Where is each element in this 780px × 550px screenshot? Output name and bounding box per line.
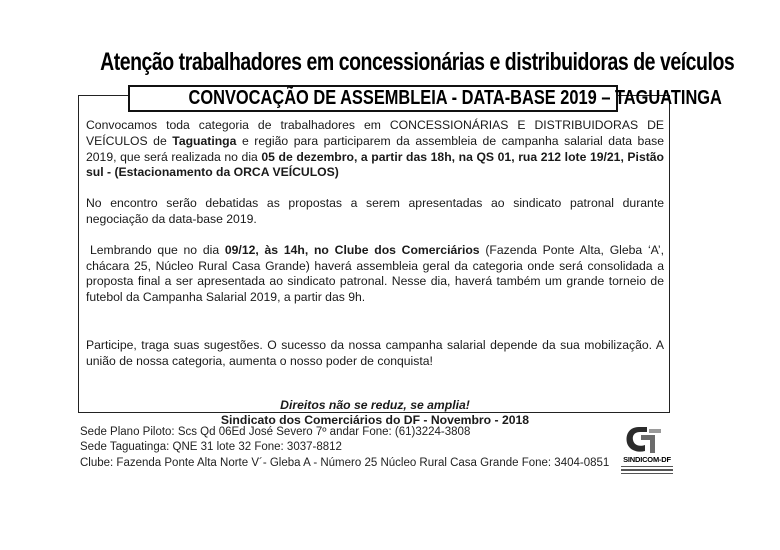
sindicom-logo	[617, 423, 677, 485]
footer-addresses	[80, 425, 620, 471]
logo-text: SINDICOM-DF	[623, 455, 671, 464]
sindicom-logo-icon	[617, 423, 677, 457]
paragraph1-text-b: e região para participarem da assembleia de campanha salarial data base 2019, que será realizada no dia	[86, 133, 664, 164]
paragraph3-text-a: Lembrando que no dia	[90, 242, 225, 257]
paragraph1-date-location: 05 de dezembro, a partir das 18h, na QS 01, rua 212 lote 19/21, Pistão sul - (Estacionamento da ORCA VEÍCULOS)	[86, 149, 665, 180]
paragraph-participate: Participe, traga suas sugestões. O sucesso da nossa campanha salarial depende da sua mobilização. A união de nossa categoria, aumenta o nosso poder de conquista!	[86, 337, 664, 368]
footer-line-taguatinga: Sede Taguatinga: QNE 31 lote 32 Fone: 3037-8812	[80, 441, 342, 454]
paragraph-general-assembly	[86, 243, 664, 306]
footer-line-clube: Clube: Fazenda Ponte Alta Norte V´- Gleba A - Número 25 Núcleo Rural Casa Grande Fone: 3404-0851	[80, 456, 610, 469]
footer-line-plano-piloto: Sede Plano Piloto: Scs Qd 06Ed José Severo 7º andar Fone: (61)3224-3808	[80, 426, 471, 438]
logo-fine-print	[621, 466, 673, 476]
convocation-content	[86, 118, 664, 429]
paragraph3-date-location: 09/12, às 14h, no Clube dos Comerciários	[224, 242, 480, 257]
box-title	[128, 85, 722, 112]
closing-signature: Sindicato dos Comerciários do DF - Novembro - 2018	[220, 413, 530, 428]
paragraph-debate: No encontro serão debatidas as propostas a serem apresentadas ao sindicato patronal durante negociação da data-base 2019.	[86, 196, 664, 226]
paragraph3-text-b: (Fazenda Ponte Alta, Gleba ‘A’, chácara 25, Núcleo Rural Casa Grande) haverá assembleia geral da categoria onde será consolidada a proposta final a ser apresentada ao sindicato patronal. Nesse dia, haverá também um grande torneio de futebol da Campanha Salarial 2019, a partir das 9h.	[86, 242, 665, 305]
headline: Atenção trabalhadores em concessionárias e distribuidoras de veículos	[100, 48, 735, 76]
closing-motto: Direitos não se reduz, se amplia!	[280, 397, 470, 412]
paragraph1-city: Taguatinga	[172, 133, 237, 148]
paragraph1-text-a: Convocamos toda categoria de trabalhadores em CONCESSIONÁRIAS E DISTRIBUIDORAS DE VEÍCULOS de	[86, 118, 664, 148]
paragraph-convocation	[86, 118, 664, 181]
box-title-text: CONVOCAÇÃO DE ASSEMBLEIA - DATA-BASE 2019 – TAGUATINGA	[188, 87, 722, 109]
